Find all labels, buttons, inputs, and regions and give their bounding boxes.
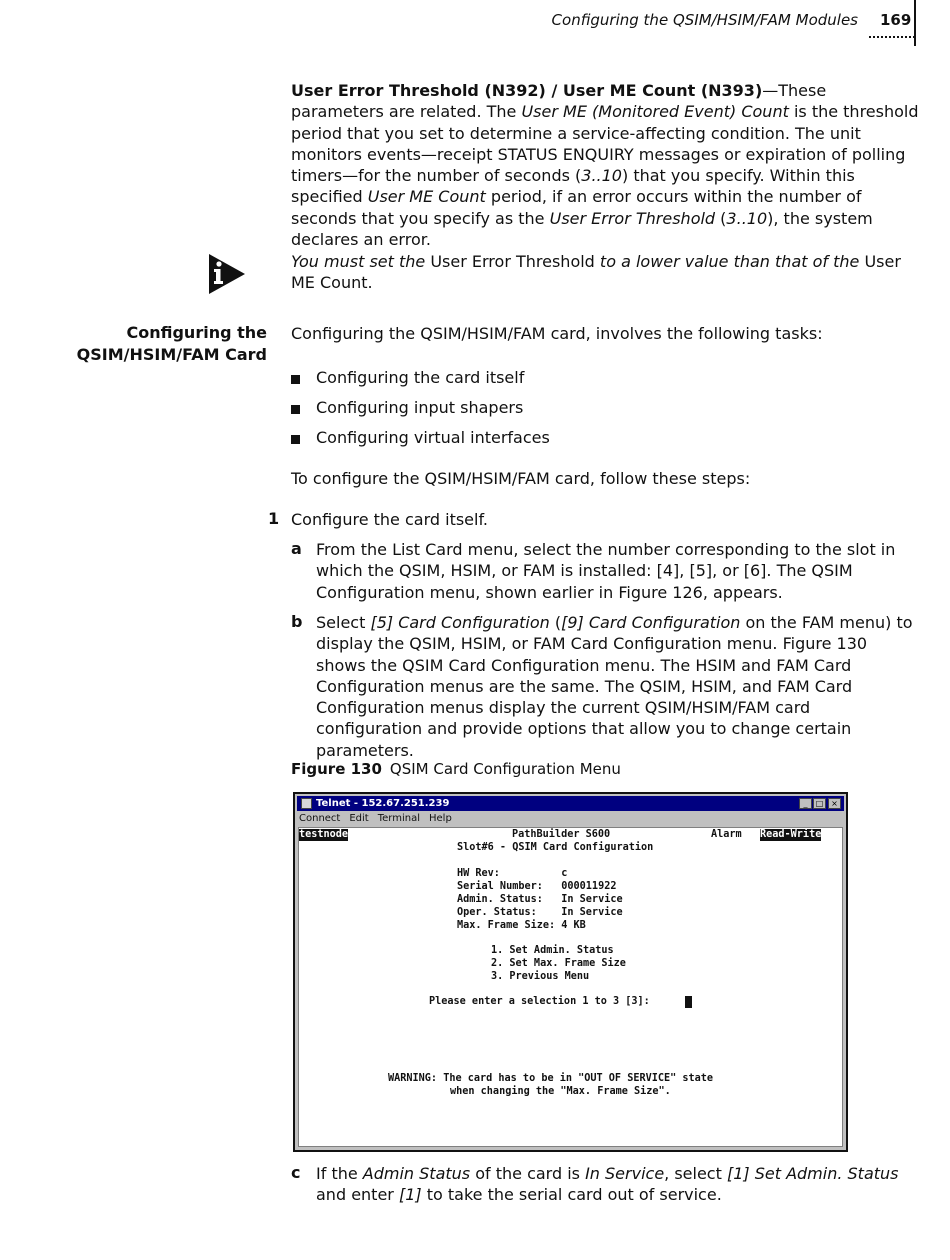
menu-option-previous-menu: 3. Previous Menu — [491, 971, 590, 982]
text: and enter — [316, 1185, 399, 1205]
menu-connect[interactable]: Connect — [299, 813, 341, 824]
text: ( — [549, 613, 562, 632]
text: to take the serial card out of service. — [421, 1185, 722, 1205]
close-icon[interactable]: × — [828, 798, 841, 809]
menu-option-set-max-frame-size: 2. Set Max. Frame Size — [491, 958, 626, 969]
term: User ME (Monitored Event) Count — [521, 102, 789, 122]
term: User Error Threshold — [549, 208, 716, 228]
step-text: Configure the card itself. — [291, 510, 489, 529]
access-mode: Read-Write — [760, 829, 822, 840]
menu-option-set-admin-status: 1. Set Admin. Status — [491, 945, 614, 956]
term: 3..10 — [726, 208, 768, 228]
note-emphasis: to a lower value than that of the — [599, 252, 860, 271]
admin-status-line: Admin. Status: In Service — [457, 894, 623, 905]
text: ( — [715, 208, 727, 228]
substep-letter: a — [291, 539, 302, 558]
page-number: 169 — [880, 11, 912, 29]
term: Admin Status — [362, 1164, 471, 1183]
text: , select — [664, 1164, 727, 1183]
menu-option-ref: [1] Set Admin. Status — [726, 1164, 899, 1183]
menu-option-ref: [9] Card Configuration — [561, 613, 741, 632]
product-name: PathBuilder S600 — [512, 829, 611, 840]
bullet-marker — [291, 375, 300, 384]
figure-title: QSIM Card Configuration Menu — [389, 760, 621, 778]
text: If the — [316, 1164, 363, 1183]
section-heading-line: Configuring the — [126, 323, 267, 342]
telnet-window — [293, 792, 848, 1152]
hw-rev-line: HW Rev: c — [457, 868, 568, 879]
running-header-title: Configuring the QSIM/HSIM/FAM Modules — [551, 11, 858, 29]
text: on the FAM menu) to display the QSIM, HSIM, or FAM Card Configuration menu. Figure 130 shows the QSIM Card Configuration menu. The HSIM and FAM Card Configuration menus are the same. The QSIM, HSIM, and FAM Card Configuration menus display the current QSIM/HSIM/FAM card configuration and provide options that allow you to change certain parameters. — [316, 613, 913, 760]
window-title: Telnet - 152.67.251.239 — [316, 798, 450, 809]
list-item: Configuring the card itself — [316, 368, 525, 387]
note-emphasis: You must set the — [291, 252, 426, 271]
text: —These parameters are related. The — [291, 81, 827, 122]
parameter-heading: User Error Threshold (N392) / User ME Count (N393) — [291, 81, 763, 100]
substep-letter: b — [291, 612, 303, 631]
term: User ME Count — [367, 187, 486, 207]
error-threshold-paragraph — [291, 80, 921, 250]
warning-line-2: when changing the "Max. Frame Size". — [450, 1086, 671, 1097]
alarm-indicator: Alarm — [711, 829, 742, 840]
menu-option-ref: [5] Card Configuration — [370, 613, 550, 632]
step-number: 1 — [268, 509, 280, 528]
selection-prompt: Please enter a selection 1 to 3 [3]: — [429, 996, 650, 1007]
substep-c-text — [316, 1163, 921, 1206]
substep-a-text: From the List Card menu, select the number corresponding to the slot in which the QSIM, HSIM, or FAM is installed: [4], [5], or [6]. The QSIM Configuration menu, shown earlier in Figure 126, appears. — [316, 540, 896, 602]
text: of the card is — [470, 1164, 586, 1183]
window-title-bar — [297, 796, 844, 811]
figure-label: Figure 130 — [291, 760, 382, 778]
window-menu-bar — [299, 812, 461, 826]
text: is the threshold period that you set to determine a service-affecting condition. The unit monitors events—receipt STATUS ENQUIRY messages or expiration of polling timers—for the number of seconds ( — [291, 102, 919, 186]
note-paragraph — [291, 251, 921, 294]
term: 3..10 — [581, 166, 622, 186]
text: ), the system declares an error. — [291, 208, 873, 250]
list-item: Configuring virtual interfaces — [316, 428, 550, 447]
bullet-marker — [291, 435, 300, 444]
text: Select — [316, 613, 371, 632]
substep-b-text — [316, 612, 921, 761]
bullet-marker — [291, 405, 300, 414]
list-item: Configuring input shapers — [316, 398, 524, 417]
text: User ME Count. — [291, 252, 901, 293]
warning-line-1: WARNING: The card has to be in "OUT OF SERVICE" state — [388, 1073, 714, 1084]
steps-intro: To configure the QSIM/HSIM/FAM card, follow these steps: — [291, 469, 751, 488]
node-name: testnode — [299, 829, 349, 840]
telnet-app-icon — [301, 798, 312, 809]
menu-help[interactable]: Help — [429, 813, 452, 824]
substep-letter: c — [291, 1163, 301, 1182]
header-dotted-rule — [869, 36, 915, 38]
minimize-icon[interactable]: _ — [799, 798, 812, 809]
text: period, if an error occurs within the number of seconds that you specify as the — [291, 187, 862, 228]
info-note-icon — [207, 252, 247, 296]
menu-terminal[interactable]: Terminal — [377, 813, 420, 824]
section-heading-line: QSIM/HSIM/FAM Card — [76, 344, 267, 364]
serial-number-line: Serial Number: 000011922 — [457, 881, 617, 892]
section-intro: Configuring the QSIM/HSIM/FAM card, involves the following tasks: — [291, 324, 823, 343]
text: ) that you specify. Within this specified — [291, 166, 855, 207]
menu-edit[interactable]: Edit — [349, 813, 369, 824]
maximize-icon[interactable]: □ — [813, 798, 826, 809]
menu-title: Slot#6 - QSIM Card Configuration — [457, 842, 654, 853]
terminal-cursor — [685, 996, 692, 1008]
header-rule — [914, 0, 916, 46]
section-heading — [7, 322, 267, 365]
text: User Error Threshold — [425, 252, 600, 271]
max-frame-size-line: Max. Frame Size: 4 KB — [457, 920, 586, 931]
term: In Service — [585, 1164, 665, 1183]
figure-caption — [291, 760, 621, 778]
oper-status-line: Oper. Status: In Service — [457, 907, 623, 918]
terminal-screen[interactable] — [298, 827, 843, 1147]
menu-option-ref: [1] — [398, 1185, 422, 1205]
